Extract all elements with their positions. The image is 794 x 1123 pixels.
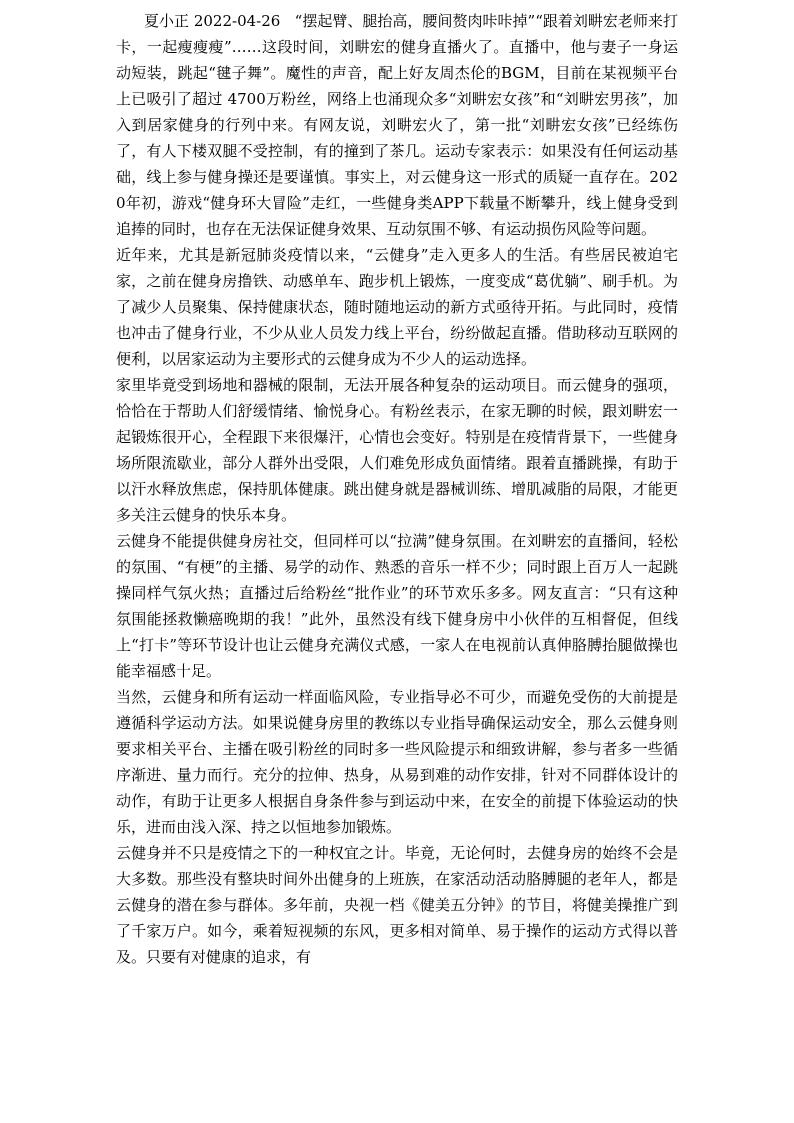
article-date: 2022-04-26 [193, 12, 281, 30]
article-paragraph-1 [116, 8, 678, 242]
article-author: 夏小正 [144, 12, 190, 30]
article-paragraph-5: 当然，云健身和所有运动一样面临风险，专业指导必不可少，而避免受伤的大前提是遵循科学运动方法。如果说健身房里的教练以专业指导确保运动安全，那么云健身则要求相关平台、主播在吸引粉丝的同时多一些风险提示和细致讲解，参与者多一些循序渐进、量力而行。充分的拉伸、热身，从易到难的动作安排，针对不同群体设计的动作，有助于让更多人根据自身条件参与到运动中来，在安全的前提下体验运动的快乐，进而由浅入深、持之以恒地参加锻炼。 [116, 688, 678, 836]
article-paragraph-3: 家里毕竟受到场地和器械的限制，无法开展各种复杂的运动项目。而云健身的强项，恰恰在于帮助人们舒缓情绪、愉悦身心。有粉丝表示，在家无聊的时候，跟刘畊宏一起锻炼很开心，全程跟下来很爆汗，心情也会变好。特别是在疫情背景下，一些健身场所限流歇业，部分人群外出受限，人们难免形成负面情绪。跟着直播跳操，有助于以汗水释放焦虑，保持肌体健康。跳出健身就是器械训练、增肌减脂的局限，才能更多关注云健身的快乐本身。 [116, 376, 678, 524]
article-paragraph-4: 云健身不能提供健身房社交，但同样可以“拉满”健身氛围。在刘畊宏的直播间，轻松的氛围、“有梗”的主播、易学的动作、熟悉的音乐一样不少；同时跟上百万人一起跳操同样气氛火热；直播过后给粉丝“批作业”的环节欢乐多多。网友直言：“只有这种氛围能拯救懒癌晚期的我！”此外，虽然没有线下健身房中小伙伴的互相督促，但线上“打卡”等环节设计也让云健身充满仪式感，一家人在电视前认真伸胳膊抬腿做操也能幸福感十足。 [116, 532, 678, 680]
paragraph-text: “摆起臂、腿抬高，腰间赘肉咔咔掉”“跟着刘畊宏老师来打卡，一起瘦瘦瘦”……这段时间，刘畊宏的健身直播火了。直播中，他与妻子一身运动短装，跳起“毽子舞”。魔性的声音，配上好友周杰伦的BGM，目前在某视频平台上已吸引了超过 4700万粉丝，网络上也涌现众多“刘畊宏女孩”和“刘畊宏男孩”，加入到居家健身的行列中来。有网友说，刘畊宏火了，第一批“刘畊宏女孩”已经练伤了，有人下楼双腿不受控制，有的撞到了茶几。运动专家表示：如果没有任何运动基础，线上参与健身操还是要谨慎。事实上，对云健身这一形式的质疑一直存在。2020年初，游戏“健身环大冒险”走红，一些健身类APP下载量不断攀升，线上健身受到追捧的同时，也存在无法保证健身效果、互动氛围不够、有运动损伤风险等问题。 [116, 12, 678, 238]
article-paragraph-2: 近年来，尤其是新冠肺炎疫情以来，“云健身”走入更多人的生活。有些居民被迫宅家，之前在健身房撸铁、动感单车、跑步机上锻炼，一度变成“葛优躺”、刷手机。为了减少人员聚集、保持健康状态，随时随地运动的新方式亟待开拓。与此同时，疫情也冲击了健身行业，不少从业人员发力线上平台，纷纷做起直播。借助移动互联网的便利，以居家运动为主要形式的云健身成为不少人的运动选择。 [116, 246, 678, 368]
article-paragraph-6: 云健身并不只是疫情之下的一种权宜之计。毕竟，无论何时，去健身房的始终不会是大多数。那些没有整块时间外出健身的上班族，在家活动活动胳膊腿的老年人，都是云健身的潜在参与群体。多年前，央视一档《健美五分钟》的节目，将健美操推广到了千家万户。如今，乘着短视频的东风，更多相对简单、易于操作的运动方式得以普及。只要有对健康的追求，有 [116, 844, 678, 966]
